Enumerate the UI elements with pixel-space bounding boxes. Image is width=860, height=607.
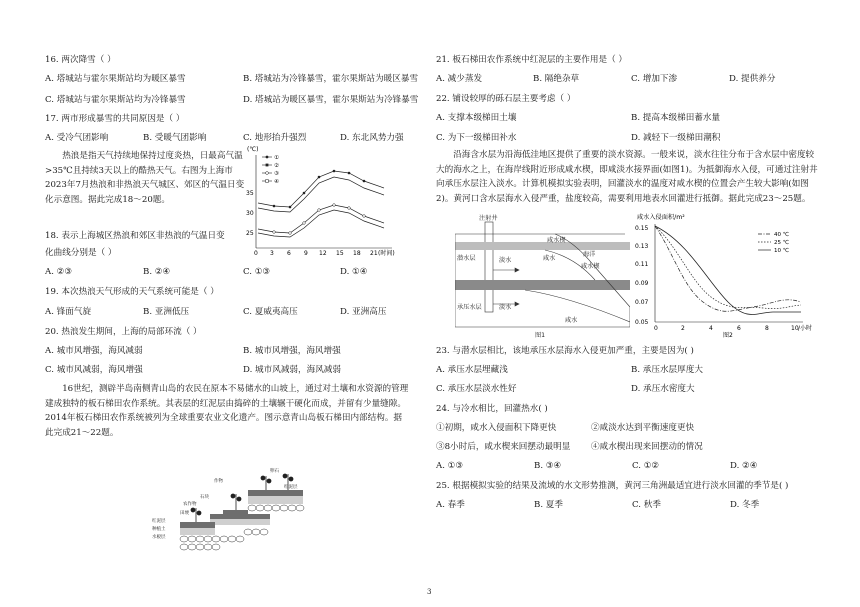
q23-option-b: B. 承压水层厚度大: [631, 365, 703, 375]
temp-x-tick: 18: [353, 250, 361, 257]
q19-option-b: B. 亚洲低压: [143, 307, 190, 317]
q19-option-c: C. 夏威夷高压: [243, 307, 298, 317]
q16-option-a: A. 塔城站与霍尔果斯站均为暖区暴雪: [45, 74, 186, 84]
q20-option-c: C. 城市风减弱，海风增强: [45, 365, 143, 375]
fig2-y-tick: 0.15: [635, 225, 649, 232]
temp-x-tick: 12: [319, 250, 327, 257]
q17-stem: 17. 两市形成暴雪的共同原因是（ ）: [45, 114, 185, 124]
fig2-legend-label: 25 ℃: [774, 240, 789, 246]
intrusion-area-chart: [633, 212, 818, 340]
q16-stem: 16. 两次降雪（ ）: [45, 55, 116, 65]
q19-stem: 19. 本次热浪天气形成的天气系统可能是（ ）: [45, 287, 219, 297]
q20-stem: 20. 热浪发生期间，上海的局部环流（ ）: [45, 327, 202, 337]
aquifer-passage: 沿海含水层为沿海低洼地区提供了重要的淡水资源。一般来说，淡水往往分布于含水层中密度较大的海水之上，在海岸线附近形成咸水楔，即咸淡水接界面(如图1)。为抵御海水入侵，可通过注射井向承压水层注入淡水。计算机模拟实验表明，回灌淡水的温度对咸水楔的位置会产生较大影响(如图2)。黄河口含水层海水入侵严重，盐度较高，需要利用地表水回灌进行抵御。据此完成23～25题。: [436, 150, 818, 204]
temp-curve-4: [258, 210, 384, 237]
fig2-caption: 图2: [723, 332, 733, 339]
legend-label: ④: [274, 179, 279, 185]
temp-y-tick: 35: [246, 190, 254, 197]
temp-unit-label: (℃): [247, 146, 259, 153]
q21-option-d: D. 提供养分: [729, 74, 776, 84]
fig2-legend-label: 10 ℃: [774, 248, 789, 254]
temp-x-label: (时间): [378, 250, 395, 257]
fig2-x-tick: 10: [791, 325, 799, 332]
q21-option-a: A. 减少蒸发: [436, 74, 483, 84]
terrace-label: 红泥层: [152, 519, 166, 524]
q24-option-d: D. ②④: [730, 461, 758, 471]
temp-x-tick: 15: [336, 250, 344, 257]
q23-option-a: A. 承压水层埋藏浅: [436, 365, 508, 375]
terrace-structure-figure: [148, 462, 308, 557]
q16-option-d: D. 塔城站为暖区暴雪，霍尔果斯站为冷锋暴雪: [243, 95, 419, 105]
q24-statement-4: ④咸水楔出现来回摆动的情况: [591, 442, 703, 452]
legend-label: ①: [274, 155, 279, 161]
fig2-y-tick: 0.13: [635, 243, 649, 250]
q17-option-c: C. 地形抬升强烈: [243, 133, 307, 143]
terrace-label: 卵石: [270, 469, 279, 474]
fig2-y-title: 咸水入侵面积/m²: [637, 214, 685, 221]
temp-legend: [262, 155, 279, 185]
fig2-x-unit: /小时: [798, 325, 813, 332]
q19-option-a: A. 锋面气旋: [45, 307, 92, 317]
fig2-x-tick: 8: [765, 325, 769, 332]
fig1-caption: 图1: [535, 332, 546, 339]
q17-option-a: A. 受冷气团影响: [45, 133, 109, 143]
q22-stem: 22. 铺设较厚的砾石层主要考虑（ ）: [436, 94, 576, 104]
q22-option-a: A. 支撑本级梯田土壤: [436, 113, 517, 123]
q18-stem-line1: 18. 表示上海城区热浪和郊区非热浪的气温日变: [45, 231, 225, 241]
fig2-x-tick: 2: [681, 325, 685, 332]
temp-x-tick: 0: [254, 250, 258, 257]
terrace-label: 水板层: [152, 535, 166, 540]
heat-wave-passage: 热浪是指天气持续地保持过度炎热，日最高气温>35℃且持续3天以上的酷热天气。右图为上海市2023年7月热浪和非热浪天气城区、郊区的气温日变化示意图。据此完成18～20题。: [45, 151, 245, 205]
temp-x-tick: 21: [370, 250, 378, 257]
q25-stem: 25. 根据模拟实验的结果及流域的水文形势推测，黄河三角洲最适宜进行淡水回灌的季节是( ): [436, 481, 789, 491]
q24-stem: 24. 与冷水相比，回灌热水( ): [436, 404, 548, 414]
q19-option-d: D. 亚洲高压: [340, 307, 387, 317]
fig1-label: 咸水: [565, 317, 578, 324]
fig2-y-tick: 0.09: [635, 280, 649, 287]
page-number: 3: [427, 588, 432, 596]
q21-option-b: B. 隔绝杂草: [533, 74, 580, 84]
temp-x-tick: 9: [304, 250, 308, 257]
fig2-y-tick: 0.11: [635, 261, 649, 268]
terrace-label: 石块: [200, 495, 209, 500]
temperature-chart: [244, 143, 404, 260]
q22-option-c: C. 为下一级梯田补水: [436, 133, 517, 143]
temp-x-tick: 3: [270, 250, 274, 257]
fig1-label: 承压水层: [457, 304, 482, 311]
q20-option-b: B. 城市风增强，海风增强: [243, 346, 341, 356]
fig1-label: 淡水: [499, 257, 512, 264]
temp-curve-3: [258, 205, 384, 233]
fig2-y-tick: 0.07: [635, 299, 649, 306]
terrace-label: 农作物: [183, 502, 197, 507]
q23-option-d: D. 承压水密度大: [631, 384, 695, 394]
q18-stem-line2: 化曲线分别是（ ）: [45, 248, 117, 258]
fig2-x-tick: 0: [654, 325, 658, 332]
q22-option-d: D. 减轻下一级梯田潮积: [631, 133, 721, 143]
q24-option-c: C. ①②: [632, 461, 660, 471]
temp-x-tick: 6: [287, 250, 291, 257]
q24-option-b: B. ③④: [534, 461, 562, 471]
q16-option-b: B. 塔城站为冷锋暴雪，霍尔果斯站为暖区暴雪: [243, 74, 419, 84]
fig2-x-tick: 4: [709, 325, 713, 332]
q22-option-b: B. 提高本级梯田蓄水量: [631, 113, 721, 123]
temp-y-tick: 30: [246, 210, 254, 217]
injection-well: [485, 222, 493, 312]
legend-label: ②: [274, 163, 279, 169]
legend-label: ③: [274, 171, 279, 177]
fig1-label: 淡水: [499, 304, 512, 311]
q17-option-d: D. 东北风势力强: [340, 133, 404, 143]
fig2-curve-40c: [655, 226, 801, 311]
q20-option-a: A. 城市风增强，海风减弱: [45, 346, 143, 356]
terrace-passage: 16世纪，测辟半岛南侧青山岛的农民在原本不易储水的山坡上，通过对土壤和水资源的管理建成独特的板石梯田农作系统。其表层的红泥层由捣碎的土壤辗干硬化而成，并留有少量缝隙。2014年板石梯田农作系统被列为全球重要农业文化遗产。图示意青山岛板石梯田内部结构。据此完成21～22题。: [45, 384, 409, 438]
q16-option-c: C. 塔城站与霍尔果斯站均为冷锋暴雪: [45, 95, 186, 105]
q25-option-b: B. 夏季: [534, 500, 563, 510]
fig1-label: 咸水: [543, 255, 556, 262]
q18-option-a: A. ②③: [45, 267, 73, 277]
q18-option-d: D. ①④: [340, 267, 368, 277]
fig2-y-tick: 0.05: [635, 319, 649, 326]
q18-option-c: C. ①③: [243, 267, 271, 277]
fig2-x-tick: 6: [737, 325, 741, 332]
terrace-label: 红泥层: [284, 485, 298, 490]
q23-option-c: C. 承压水层淡水性好: [436, 384, 517, 394]
q18-option-b: B. ②④: [143, 267, 171, 277]
q23-stem: 23. 与潜水层相比，该地承压水层海水入侵更加严重，主要是因为( ): [436, 346, 694, 356]
q20-option-d: D. 城市风减弱，海风减弱: [243, 365, 341, 375]
terrace-label: 种植土: [152, 527, 166, 532]
q24-statement-3: ③8小时后，咸水楔来回摆动最明显: [436, 442, 571, 452]
q24-statement-2: ②咸淡水达到平衡速度更快: [591, 423, 695, 433]
terrace-label: 田埂: [180, 511, 189, 516]
fig2-curve-25c: [655, 226, 801, 309]
q21-stem: 21. 板石梯田农作系统中红泥层的主要作用是（ ）: [436, 55, 628, 65]
q25-option-d: D. 冬季: [730, 500, 760, 510]
terrace-label: 作物: [214, 479, 223, 484]
q24-option-a: A. ①③: [436, 461, 464, 471]
temp-y-tick: 25: [246, 230, 254, 237]
q21-option-c: C. 增加下渗: [631, 74, 678, 84]
q17-option-b: B. 受暖气团影响: [143, 133, 207, 143]
q25-option-a: A. 春季: [436, 500, 465, 510]
fig1-label: 潜水层: [457, 255, 476, 262]
q24-statement-1: ①初期，咸水入侵面积下降更快: [436, 423, 557, 433]
fig1-label: 咸水楔: [581, 263, 600, 270]
fig1-label: 海洋: [583, 251, 596, 258]
fig1-label: 咸水楔: [547, 237, 566, 244]
fig2-legend-label: 40 ℃: [774, 232, 789, 238]
q25-option-c: C. 秋季: [632, 500, 661, 510]
fig1-label: 注射井: [479, 215, 498, 222]
aquifer-diagram: [455, 212, 630, 340]
